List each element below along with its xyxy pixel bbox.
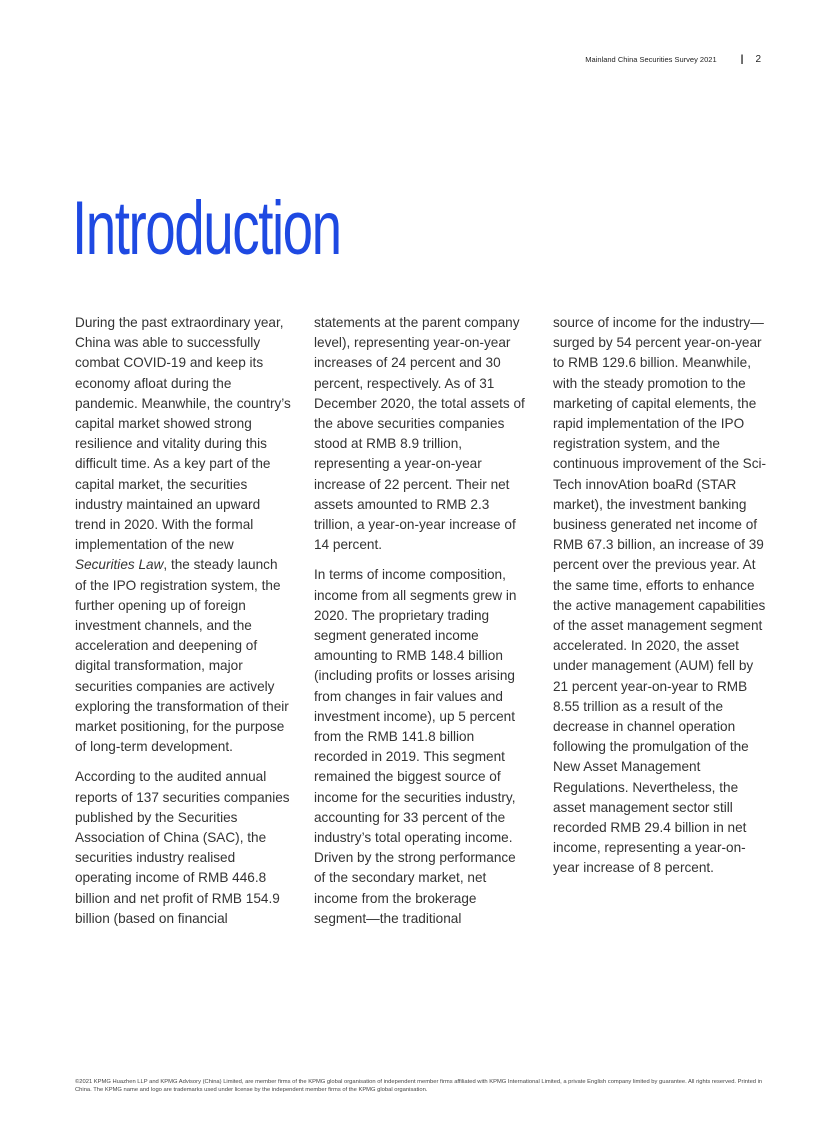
header-doc-title: Mainland China Securities Survey 2021 — [585, 55, 717, 64]
column-2 — [314, 313, 530, 939]
running-header — [585, 54, 761, 65]
paragraph: source of income for the industry—surged by 54 percent year-on-year to RMB 129.6 billion. Meanwhile, with the steady promotion to the marketing of capital elements, the rapid implementation of the IPO registration system, and the continuous improvement of the Sci-Tech innovAtion boaRd (STAR market), the investment banking business generated net income of RMB 67.3 billion, an increase of 39 percent over the previous year. At the same time, efforts to enhance the active management capabilities of the asset management segment accelerated. In 2020, the asset under management (AUM) fell by 21 percent year-on-year to RMB 8.55 trillion as a result of the decrease in channel operation following the promulgation of the New Asset Management Regulations. Nevertheless, the asset management sector still recorded RMB 29.4 billion in net income, representing a year-on-year increase of 8 percent. — [553, 315, 767, 876]
paragraph: During the past extraordinary year, China was able to successfully combat COVID-19 and keep its economy afloat during the pandemic. Meanwhile, the country’s capital market showed strong resilience and vitality during this difficult time. As a key part of the capital market, the securities industry maintained an upward trend in 2020. With the formal implementation of the new Securities Law, the steady launch of the IPO registration system, the further opening up of foreign investment channels, and the acceleration and deepening of digital transformation, major securities companies are actively exploring the transformation of their market positioning, for the purpose of long-term development. — [75, 315, 291, 755]
italic-law-title: Securities Law — [75, 557, 164, 573]
body-columns — [75, 313, 769, 939]
paragraph: According to the audited annual reports of 137 securities companies published by the Securities Association of China (SAC), the securities industry realised operating income of RMB 446.8 billion and net profit of RMB 154.9 billion (based on financial — [75, 769, 290, 926]
paragraph: In terms of income composition, income from all segments grew in 2020. The proprietary trading segment generated income amounting to RMB 148.4 billion (including profits or losses arising from changes in fair values and investment income), up 5 percent from the RMB 141.8 billion recorded in 2019. This segment remained the biggest source of income for the securities industry, accounting for 33 percent of the industry’s total operating income. Driven by the strong performance of the secondary market, net income from the brokerage segment—the traditional — [314, 567, 517, 926]
copyright-footer: ©2021 KPMG Huazhen LLP and KPMG Advisory (China) Limited, are member firms of the KPMG global organisation of independent member firms affiliated with KPMG International Limited, a private English company limited by guarantee. All rights reserved. Printed in China. The KPMG name and logo are trademarks used under license by the independent member firms of the KPMG global organisation. — [75, 1079, 763, 1093]
header-separator: | — [740, 54, 744, 65]
paragraph: statements at the parent company level), representing year-on-year increases of 24 percent and 30 percent, respectively. As of 31 December 2020, the total assets of the above securities companies stood at RMB 8.9 trillion, representing a year-on-year increase of 22 percent. Their net assets amounted to RMB 2.3 trillion, a year-on-year increase of 14 percent. — [314, 315, 525, 553]
page-title: Introduction — [72, 185, 341, 271]
column-1 — [75, 313, 291, 939]
column-3 — [553, 313, 769, 939]
page-number: 2 — [755, 54, 761, 65]
